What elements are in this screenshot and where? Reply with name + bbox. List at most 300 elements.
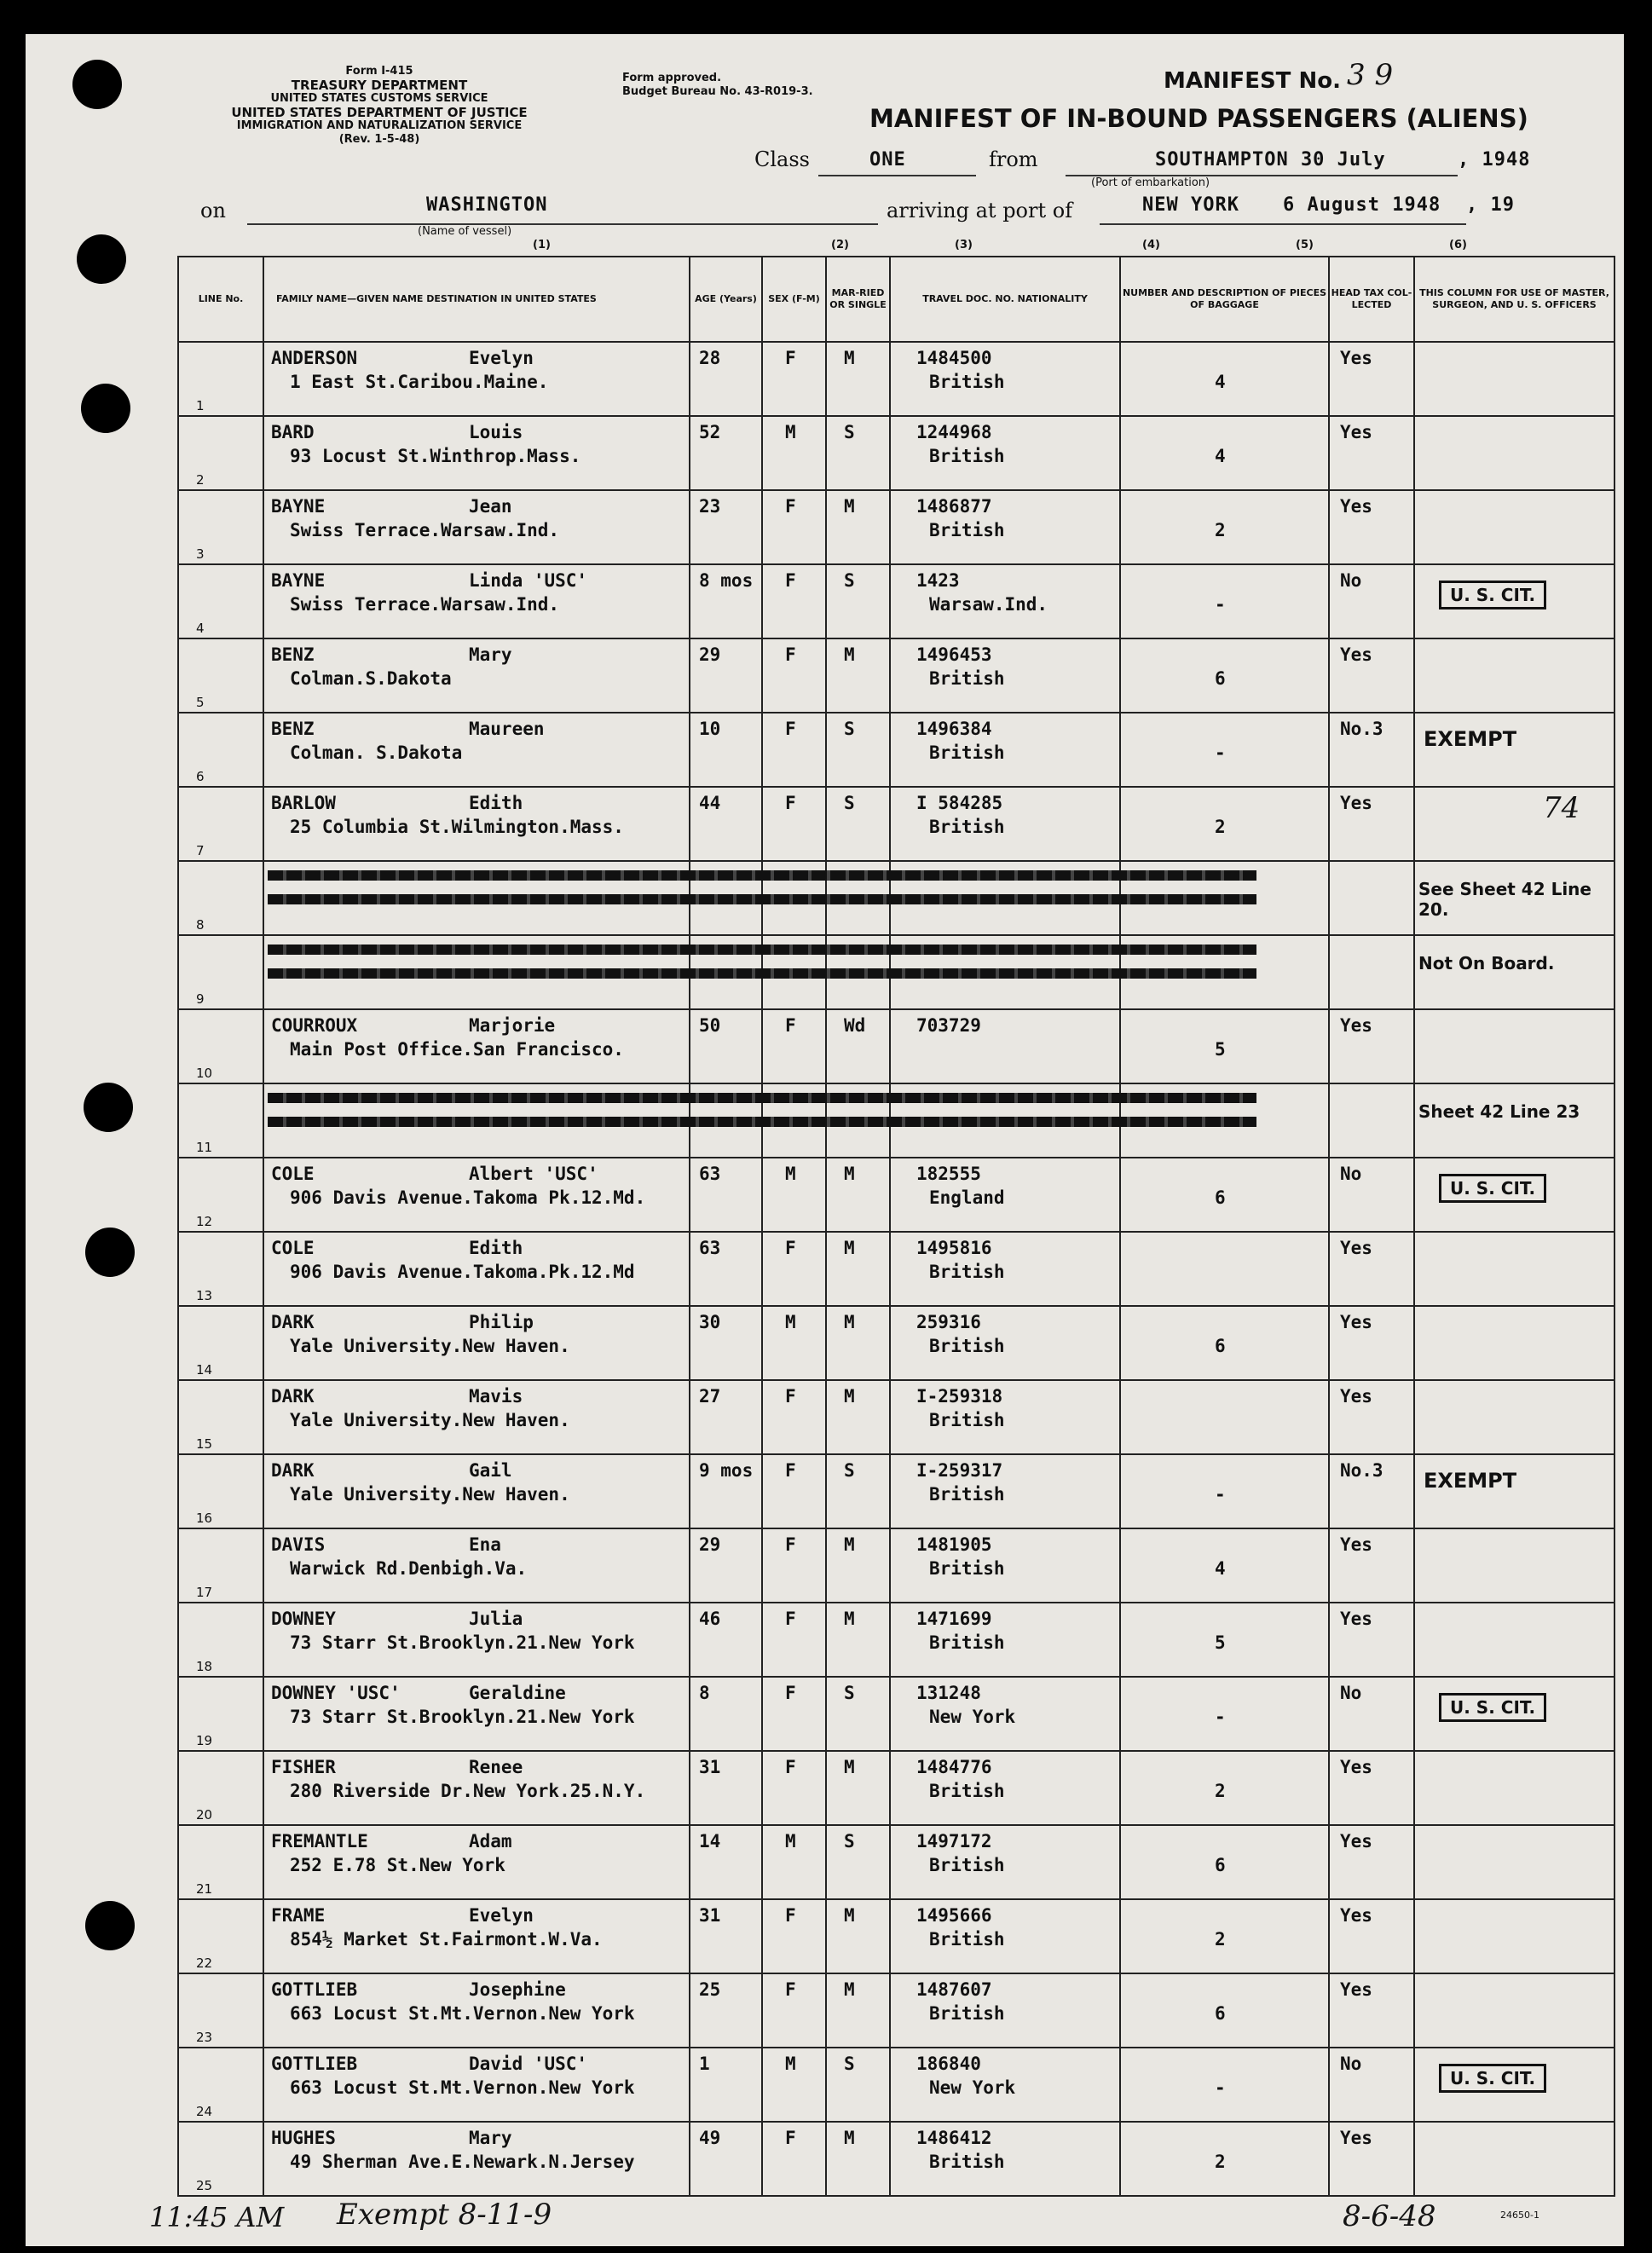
sex-cell [762, 1009, 826, 1083]
marital-status: M [844, 1312, 855, 1332]
age-cell [690, 1973, 762, 2048]
baggage-cell [1120, 1306, 1329, 1380]
age-cell [690, 416, 762, 490]
family-name: DARK [271, 1460, 315, 1481]
travel-doc: 1471699 [916, 1609, 992, 1629]
family-name: GOTTLIEB [271, 1979, 358, 2000]
sex: F [785, 1905, 796, 1926]
head-tax: Yes [1340, 1238, 1372, 1258]
sex: F [785, 1683, 796, 1703]
manifest-number: 3 9 [1347, 58, 1394, 92]
line-number: 8 [196, 917, 205, 933]
age: 31 [699, 1757, 721, 1777]
nationality: British [929, 817, 1005, 837]
travel-cell [890, 787, 1120, 861]
table-row [178, 1677, 1614, 1751]
line-cell [178, 1380, 263, 1454]
travel-cell [890, 1380, 1120, 1454]
sex-cell [762, 1603, 826, 1677]
married-cell [826, 935, 890, 1009]
use-cell [1414, 1454, 1614, 1528]
line-number: 1 [196, 398, 205, 413]
destination: Warwick Rd.Denbigh.Va. [290, 1558, 528, 1579]
line-number: 16 [196, 1511, 213, 1526]
destination: Main Post Office.San Francisco. [290, 1039, 624, 1060]
destination: Swiss Terrace.Warsaw.Ind. [290, 594, 560, 615]
form-approval [622, 72, 813, 99]
line-cell [178, 935, 263, 1009]
table-row [178, 416, 1614, 490]
married-cell [826, 2122, 890, 2196]
headtax-cell [1329, 787, 1414, 861]
age: 30 [699, 1312, 721, 1332]
sex-cell [762, 416, 826, 490]
travel-cell [890, 416, 1120, 490]
destination: 854½ Market St.Fairmont.W.Va. [290, 1929, 603, 1950]
headtax-cell [1329, 1973, 1414, 2048]
baggage-cell [1120, 2048, 1329, 2122]
age: 44 [699, 793, 721, 813]
treasury-dept: TREASURY DEPARTMENT [291, 78, 468, 93]
family-name: DAVIS [271, 1534, 326, 1555]
line-cell [178, 342, 263, 416]
passenger-table [177, 256, 1615, 2197]
destination: 280 Riverside Dr.New York.25.N.Y. [290, 1781, 646, 1801]
name-cell [263, 787, 690, 861]
line-cell [178, 638, 263, 713]
headtax-cell [1329, 1825, 1414, 1899]
given-name: Edith [469, 1238, 523, 1258]
baggage-count: 6 [1215, 2003, 1226, 2024]
name-cell [263, 1677, 690, 1751]
family-name: FISHER [271, 1757, 336, 1777]
use-cell [1414, 935, 1614, 1009]
name-cell [263, 1603, 690, 1677]
table-header [178, 257, 1614, 342]
nationality: England [929, 1187, 1005, 1208]
table-row [178, 1454, 1614, 1528]
use-cell [1414, 490, 1614, 564]
travel-cell [890, 935, 1120, 1009]
use-cell [1414, 787, 1614, 861]
line-number: 18 [196, 1659, 213, 1674]
form-number: Form I-415 [345, 65, 413, 78]
headtax-cell [1329, 1603, 1414, 1677]
given-name: Mary [469, 2128, 512, 2148]
age-cell [690, 1899, 762, 1973]
col-age: AGE (Years) [690, 257, 762, 342]
line-number: 22 [196, 1955, 213, 1971]
table-row [178, 1603, 1614, 1677]
age-cell [690, 935, 762, 1009]
nationality: New York [929, 2077, 1016, 2098]
line-cell [178, 416, 263, 490]
head-tax: Yes [1340, 1757, 1372, 1777]
sex-cell [762, 1083, 826, 1158]
nationality: British [929, 1262, 1005, 1282]
age-cell [690, 2122, 762, 2196]
line-cell [178, 1973, 263, 2048]
travel-doc: I-259318 [916, 1386, 1003, 1407]
line-number: 21 [196, 1881, 213, 1897]
col-line: LINE No. [178, 257, 263, 342]
destination: Colman. S.Dakota [290, 742, 463, 763]
line-cell [178, 1083, 263, 1158]
marital-status: S [844, 570, 855, 591]
line-cell [178, 1899, 263, 1973]
family-name: COLE [271, 1164, 315, 1184]
line-cell [178, 490, 263, 564]
col-sex: SEX (F-M) [762, 257, 826, 342]
nationality: British [929, 1632, 1005, 1653]
given-name: Geraldine [469, 1683, 566, 1703]
table-row [178, 2048, 1614, 2122]
binder-hole [84, 1083, 133, 1132]
customs-service: UNITED STATES CUSTOMS SERVICE [270, 92, 488, 105]
line-cell [178, 713, 263, 787]
arrival-date: 6 August 1948 [1283, 194, 1441, 216]
use-cell [1414, 1380, 1614, 1454]
family-name: BARLOW [271, 793, 336, 813]
col-num-1: (1) [533, 239, 551, 251]
age: 14 [699, 1831, 721, 1852]
table-row [178, 935, 1614, 1009]
given-name: Jean [469, 496, 512, 517]
year: , 1948 [1458, 149, 1531, 170]
nationality: British [929, 1929, 1005, 1950]
name-cell [263, 861, 690, 935]
headtax-cell [1329, 490, 1414, 564]
use-cell [1414, 1899, 1614, 1973]
travel-cell [890, 713, 1120, 787]
name-cell [263, 342, 690, 416]
head-tax: Yes [1340, 1979, 1372, 2000]
name-cell [263, 638, 690, 713]
table-row [178, 1306, 1614, 1380]
head-tax: Yes [1340, 496, 1372, 517]
nationality: British [929, 2152, 1005, 2172]
baggage-cell [1120, 787, 1329, 861]
age: 27 [699, 1386, 721, 1407]
given-name: Maureen [469, 719, 545, 739]
vessel-name: WASHINGTON [426, 194, 548, 216]
line-number: 11 [196, 1140, 213, 1155]
baggage-cell [1120, 416, 1329, 490]
head-tax: Yes [1340, 1609, 1372, 1629]
vessel-note: (Name of vessel) [418, 225, 512, 238]
married-cell [826, 1158, 890, 1232]
line-cell [178, 1751, 263, 1825]
given-name: Edith [469, 793, 523, 813]
destination: 252 E.78 St.New York [290, 1855, 505, 1875]
sex: F [785, 1386, 796, 1407]
marital-status: M [844, 1905, 855, 1926]
age-cell [690, 342, 762, 416]
travel-doc: 1484776 [916, 1757, 992, 1777]
family-name: BAYNE [271, 570, 326, 591]
family-name: HUGHES [271, 2128, 336, 2148]
line-cell [178, 1306, 263, 1380]
headtax-cell [1329, 1677, 1414, 1751]
name-cell [263, 1232, 690, 1306]
given-name: Josephine [469, 1979, 566, 2000]
sex-cell [762, 1899, 826, 1973]
marital-status: M [844, 2128, 855, 2148]
age-cell [690, 1083, 762, 1158]
marital-status: S [844, 2054, 855, 2074]
sex-cell [762, 1454, 826, 1528]
given-name: David 'USC' [469, 2054, 588, 2074]
baggage-count: - [1215, 594, 1226, 615]
travel-doc: I-259317 [916, 1460, 1003, 1481]
sex-cell [762, 1158, 826, 1232]
given-name: Renee [469, 1757, 523, 1777]
head-tax: Yes [1340, 1015, 1372, 1036]
age: 50 [699, 1015, 721, 1036]
marital-status: M [844, 1164, 855, 1184]
use-cell [1414, 1751, 1614, 1825]
baggage-count: 6 [1215, 668, 1226, 689]
given-name: Adam [469, 1831, 512, 1852]
nationality: British [929, 668, 1005, 689]
name-cell [263, 1454, 690, 1528]
headtax-cell [1329, 1083, 1414, 1158]
name-cell [263, 1306, 690, 1380]
sex-cell [762, 1825, 826, 1899]
destination: Yale University.New Haven. [290, 1410, 570, 1430]
line-cell [178, 1528, 263, 1603]
budget-text: Budget Bureau No. 43-R019-3. [622, 85, 813, 98]
sex-cell [762, 638, 826, 713]
sex-cell [762, 1306, 826, 1380]
table-row [178, 861, 1614, 935]
nationality: British [929, 1855, 1005, 1875]
officer-note: U. S. CIT. [1439, 2064, 1546, 2093]
sex-cell [762, 1751, 826, 1825]
baggage-count: 4 [1215, 446, 1226, 466]
sex: F [785, 348, 796, 368]
destination: Swiss Terrace.Warsaw.Ind. [290, 520, 560, 540]
sex: F [785, 2128, 796, 2148]
baggage-count: - [1215, 1484, 1226, 1505]
travel-doc: 259316 [916, 1312, 981, 1332]
from-label: from [989, 147, 1038, 171]
married-cell [826, 1973, 890, 2048]
line-cell [178, 1232, 263, 1306]
travel-cell [890, 1751, 1120, 1825]
sex: F [785, 1979, 796, 2000]
travel-doc: 1481905 [916, 1534, 992, 1555]
sex-cell [762, 1677, 826, 1751]
officer-note: Sheet 42 Line 23 [1418, 1101, 1580, 1122]
sex: M [785, 1831, 796, 1852]
sex: F [785, 1015, 796, 1036]
use-cell [1414, 1973, 1614, 2048]
line-cell [178, 1454, 263, 1528]
baggage-cell [1120, 1899, 1329, 1973]
age-cell [690, 1232, 762, 1306]
use-cell [1414, 1232, 1614, 1306]
age-cell [690, 490, 762, 564]
use-cell [1414, 564, 1614, 638]
married-cell [826, 1232, 890, 1306]
married-cell [826, 564, 890, 638]
destination: 73 Starr St.Brooklyn.21.New York [290, 1707, 635, 1727]
given-name: Gail [469, 1460, 512, 1481]
form-header-left [192, 65, 567, 147]
travel-cell [890, 1603, 1120, 1677]
destination: 906 Davis Avenue.Takoma Pk.12.Md. [290, 1187, 646, 1208]
line-number: 6 [196, 769, 205, 784]
table-row [178, 1825, 1614, 1899]
arrival-year: , 19 [1466, 194, 1515, 216]
travel-cell [890, 1899, 1120, 1973]
age-cell [690, 1677, 762, 1751]
baggage-count: 4 [1215, 372, 1226, 392]
travel-doc: 1497172 [916, 1831, 992, 1852]
travel-cell [890, 1825, 1120, 1899]
headtax-cell [1329, 564, 1414, 638]
justice-dept: UNITED STATES DEPARTMENT OF JUSTICE [231, 105, 528, 120]
sex: F [785, 1757, 796, 1777]
nationality: British [929, 742, 1005, 763]
table-row [178, 564, 1614, 638]
baggage-cell [1120, 1083, 1329, 1158]
use-cell [1414, 1825, 1614, 1899]
nationality: British [929, 1336, 1005, 1356]
married-cell [826, 1083, 890, 1158]
baggage-count: 2 [1215, 520, 1226, 540]
binder-hole [85, 1901, 135, 1950]
baggage-cell [1120, 1158, 1329, 1232]
table-row [178, 1528, 1614, 1603]
sex: M [785, 2054, 796, 2074]
family-name: COURROUX [271, 1015, 358, 1036]
baggage-cell [1120, 1380, 1329, 1454]
col-num-3: (3) [955, 239, 973, 251]
sex-cell [762, 713, 826, 787]
line-cell [178, 1825, 263, 1899]
head-tax: Yes [1340, 1386, 1372, 1407]
footer-exempt: Exempt 8-11-9 [337, 2198, 552, 2232]
head-tax: Yes [1340, 1534, 1372, 1555]
sex: F [785, 1460, 796, 1481]
travel-cell [890, 638, 1120, 713]
marital-status: S [844, 1831, 855, 1852]
table-row [178, 490, 1614, 564]
name-cell [263, 713, 690, 787]
nationality: British [929, 1781, 1005, 1801]
age: 10 [699, 719, 721, 739]
sex-cell [762, 342, 826, 416]
travel-cell [890, 1009, 1120, 1083]
destination: Yale University.New Haven. [290, 1484, 570, 1505]
headtax-cell [1329, 2122, 1414, 2196]
headtax-cell [1329, 935, 1414, 1009]
marital-status: S [844, 1683, 855, 1703]
age-cell [690, 1380, 762, 1454]
use-cell [1414, 638, 1614, 713]
head-tax: Yes [1340, 1831, 1372, 1852]
age-cell [690, 564, 762, 638]
age: 8 [699, 1683, 710, 1703]
travel-cell [890, 564, 1120, 638]
use-cell [1414, 342, 1614, 416]
age: 29 [699, 1534, 721, 1555]
married-cell [826, 1603, 890, 1677]
age: 25 [699, 1979, 721, 2000]
headtax-cell [1329, 342, 1414, 416]
destination: 93 Locust St.Winthrop.Mass. [290, 446, 581, 466]
marital-status: M [844, 348, 855, 368]
name-cell [263, 416, 690, 490]
destination: 1 East St.Caribou.Maine. [290, 372, 549, 392]
line-cell [178, 2122, 263, 2196]
sex-cell [762, 1973, 826, 2048]
head-tax: No [1340, 1683, 1362, 1703]
married-cell [826, 2048, 890, 2122]
baggage-cell [1120, 1603, 1329, 1677]
sex: F [785, 793, 796, 813]
baggage-count: - [1215, 2077, 1226, 2098]
age-cell [690, 1306, 762, 1380]
given-name: Linda 'USC' [469, 570, 588, 591]
line-cell [178, 1677, 263, 1751]
sex: F [785, 1609, 796, 1629]
married-cell [826, 1825, 890, 1899]
use-cell [1414, 1603, 1614, 1677]
use-cell [1414, 1158, 1614, 1232]
officer-note: Not On Board. [1418, 953, 1555, 973]
married-cell [826, 416, 890, 490]
married-cell [826, 1380, 890, 1454]
headtax-cell [1329, 2048, 1414, 2122]
age: 23 [699, 496, 721, 517]
use-cell [1414, 1009, 1614, 1083]
table-row [178, 787, 1614, 861]
family-name: COLE [271, 1238, 315, 1258]
given-name: Evelyn [469, 348, 534, 368]
baggage-cell [1120, 713, 1329, 787]
marital-status: M [844, 1386, 855, 1407]
headtax-cell [1329, 1009, 1414, 1083]
baggage-count: - [1215, 742, 1226, 763]
family-name: BARD [271, 422, 315, 442]
officer-note: U. S. CIT. [1439, 1693, 1546, 1722]
travel-doc: 131248 [916, 1683, 981, 1703]
married-cell [826, 1751, 890, 1825]
head-tax: No.3 [1340, 719, 1383, 739]
head-tax: Yes [1340, 422, 1372, 442]
headtax-cell [1329, 1306, 1414, 1380]
baggage-count: 6 [1215, 1855, 1226, 1875]
destination: Yale University.New Haven. [290, 1336, 570, 1356]
baggage-cell [1120, 1973, 1329, 2048]
travel-doc: 1496384 [916, 719, 992, 739]
line-cell [178, 1603, 263, 1677]
married-cell [826, 342, 890, 416]
given-name: Ena [469, 1534, 501, 1555]
given-name: Evelyn [469, 1905, 534, 1926]
table-row [178, 1751, 1614, 1825]
use-cell [1414, 861, 1614, 935]
family-name: ANDERSON [271, 348, 358, 368]
married-cell [826, 713, 890, 787]
age-cell [690, 1009, 762, 1083]
baggage-count: 5 [1215, 1039, 1226, 1060]
binder-hole [77, 234, 126, 284]
col-num-2: (2) [831, 239, 849, 251]
